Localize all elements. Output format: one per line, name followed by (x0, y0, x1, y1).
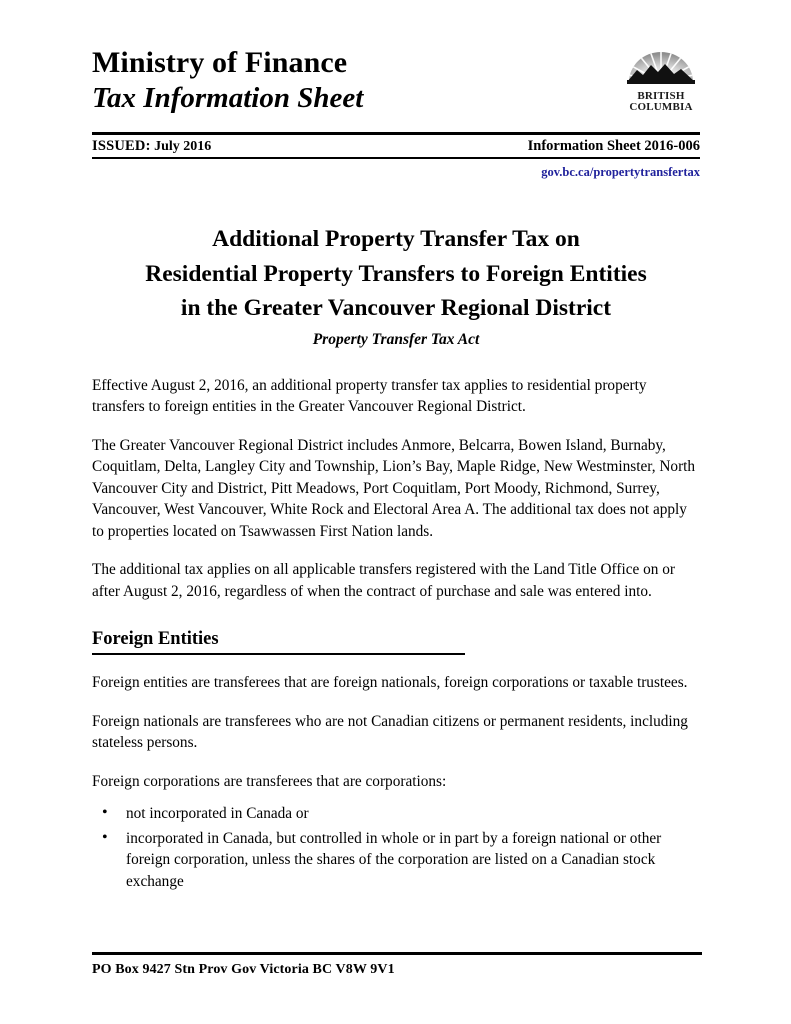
british-columbia-logo (622, 48, 700, 113)
document-title (96, 222, 696, 326)
section-heading-rule (92, 653, 465, 655)
foreign-corporations-list (92, 803, 700, 892)
list-item: • not incorporated in Canada or (92, 803, 700, 825)
intro-paragraph-1: Effective August 2, 2016, an additional property transfer tax applies to residential property transfers to foreign entities in the Greater Vancouver Regional District. (92, 376, 647, 415)
ministry-title-group (92, 46, 363, 116)
issued-date: July 2016 (154, 139, 212, 154)
title-block (92, 222, 700, 349)
list-item: • incorporated in Canada, but controlled in whole or in part by a foreign national or other foreign corporation, unless the shares of the corporation are listed on a Canadian stock exchange (92, 828, 700, 893)
property-transfer-tax-link[interactable]: gov.bc.ca/propertytransfertax (541, 165, 700, 179)
document-title-line2: Residential Property Transfers to Foreign Entities (145, 260, 647, 287)
intro-paragraph-2: The Greater Vancouver Regional District includes Anmore, Belcarra, Bowen Island, Burnaby, Coquitlam, Delta, Langley City and Township, Lion’s Bay, Maple Ridge, New Westminster, North Vancouver City and District, Pitt Meadows, Port Coquitlam, Port Moody, Richmond, Surrey, Vancouver, West Vancouver, White Rock and Electoral Area A. The additional tax does not apply to properties located on Tsawwassen First Nation lands. (92, 436, 696, 540)
foreign-entities-paragraph-1: Foreign entities are transferees that are foreign nationals, foreign corporations or taxable trustees. (92, 674, 688, 691)
bc-sun-mountain-icon (622, 48, 700, 90)
page-footer (92, 952, 702, 978)
website-url-row (92, 159, 700, 180)
bc-logo-line2: COLUMBIA (629, 101, 693, 113)
page-content (92, 0, 700, 895)
issued-row (92, 135, 700, 157)
document-subtitle-act: Property Transfer Tax Act (312, 330, 480, 348)
footer-mailing-address: PO Box 9427 Stn Prov Gov Victoria BC V8W 9V1 (92, 962, 395, 977)
document-type-title: Tax Information Sheet (92, 82, 364, 114)
bc-logo-line1: BRITISH (637, 90, 685, 102)
foreign-entities-paragraph-2: Foreign nationals are transferees who are not Canadian citizens or permanent residents, including stateless persons. (92, 712, 688, 751)
body-content (92, 375, 700, 893)
document-title-line1: Additional Property Transfer Tax on (212, 226, 580, 252)
ministry-name: Ministry of Finance (92, 46, 348, 79)
information-sheet-number: Information Sheet 2016-006 (527, 138, 700, 154)
masthead (92, 0, 700, 132)
document-title-line3: in the Greater Vancouver Regional District (180, 295, 612, 321)
intro-paragraph-3: The additional tax applies on all applicable transfers registered with the Land Title Office on or after August 2, 2016, regardless of when the contract of purchase and sale was entered into. (92, 561, 675, 600)
foreign-entities-paragraph-3: Foreign corporations are transferees that are corporations: (92, 772, 447, 790)
issued-label: ISSUED: (92, 138, 151, 154)
section-heading-foreign-entities: Foreign Entities (92, 629, 219, 649)
issued-group (92, 138, 211, 155)
bc-logo-wordmark (622, 91, 700, 113)
